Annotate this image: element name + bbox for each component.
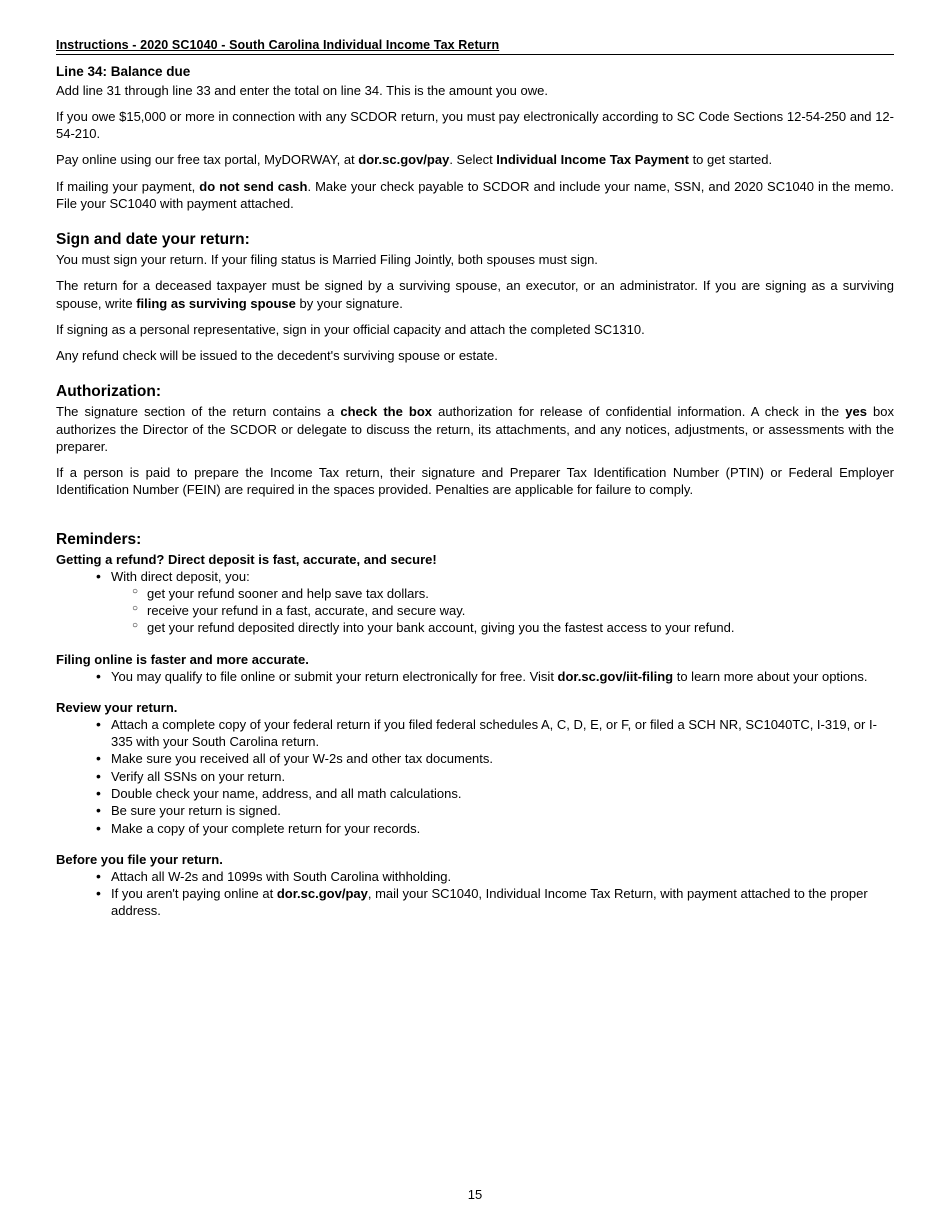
authorization-paragraph-1 [56, 403, 894, 454]
line34-p3-text-e: to get started. [688, 152, 773, 168]
auth-p1-text-a: The signature section of the return contains a [56, 404, 341, 420]
list-item: • Attach all W-2s and 1099s with South Carolina withholding. [94, 868, 894, 885]
list-item: • Make a copy of your complete return for your records. [94, 820, 894, 837]
link-dor-sc-gov-iit-filing[interactable]: dor.sc.gov/iit-filing [557, 668, 674, 684]
spacer-before-file [56, 837, 894, 850]
refund-bullet-list [56, 568, 894, 585]
line34-p4-text-c: . Make your check payable to SCDOR and include your name, SSN, and 2020 SC1040 in the memo. File your SC1040 with payment attached. [56, 178, 895, 211]
auth-p1-text-c: authorization for release of confidential information. A check in the [432, 404, 846, 420]
line34-p3-text-a: Pay online using our free tax portal, MyDORWAY, at [56, 152, 359, 168]
line34-paragraph-1: Add line 31 through line 33 and enter the total on line 34. This is the amount you owe. [56, 82, 548, 98]
reminders-filing-online-block [56, 652, 894, 685]
reminders-before-file-block [56, 852, 894, 920]
list-item: • Be sure your return is signed. [94, 802, 894, 819]
list-item: ○ get your refund sooner and help save tax dollars. [130, 585, 894, 602]
list-item [94, 885, 894, 920]
filing-online-text-a: You may qualify to file online or submit your return electronically for free. Visit [111, 668, 558, 684]
before-file-text-a: If you aren't paying online at [111, 886, 277, 902]
before-file-subheading: Before you file your return. [56, 851, 223, 867]
list-item: ○ get your refund deposited directly into your bank account, giving you the fastest access to your refund. [130, 619, 894, 636]
spacer-before-reminders [56, 507, 894, 524]
spacer-filing-online [56, 637, 894, 650]
sign-paragraph-1: You must sign your return. If your filing status is Married Filing Jointly, both spouses must sign. [56, 252, 598, 268]
sign-and-date-heading: Sign and date your return: [56, 230, 250, 248]
line34-paragraph-4 [56, 178, 894, 212]
refund-sub-bullet-list [56, 585, 894, 637]
authorization-heading: Authorization: [56, 382, 162, 400]
review-subheading: Review your return. [56, 699, 178, 715]
sign-p2-text-a: The return for a deceased taxpayer must be signed by a surviving spouse, an executor, or an administrator. If you are signing as a surviving spouse, write [56, 278, 894, 311]
spacer-review [56, 685, 894, 698]
review-bullet-list [56, 716, 894, 837]
yes-emphasis: yes [845, 404, 867, 420]
do-not-send-cash-emphasis: do not send cash [199, 178, 308, 194]
link-dor-sc-gov-pay[interactable]: dor.sc.gov/pay [358, 152, 450, 168]
page-number: 15 [467, 1187, 483, 1202]
sign-paragraph-3: If signing as a personal representative, sign in your official capacity and attach the completed SC1310. [56, 321, 645, 337]
line34-paragraph-3 [56, 151, 894, 168]
line34-p4-text-a: If mailing your payment, [56, 178, 200, 194]
filing-online-subheading: Filing online is faster and more accurate. [56, 651, 309, 667]
sign-p2-text-c: by your signature. [295, 295, 403, 311]
line34-p3-text-c: . Select [449, 152, 497, 168]
list-item: • Verify all SSNs on your return. [94, 768, 894, 785]
reminders-review-block [56, 700, 894, 837]
before-file-text-c: , mail your SC1040, Individual Income Tax Return, with payment attached to the proper address. [111, 886, 868, 919]
sign-paragraph-2 [56, 277, 894, 311]
individual-income-tax-payment-label: Individual Income Tax Payment [496, 152, 689, 168]
list-item: • Attach a complete copy of your federal return if you filed federal schedules A, C, D, E, or F, or filed a SCH NR, SC1040TC, I-319, or I-335 with your South Carolina return. [94, 716, 894, 751]
list-item: • Make sure you received all of your W-2s and other tax documents. [94, 750, 894, 767]
check-the-box-emphasis: check the box [340, 404, 433, 420]
before-file-bullet-list [56, 868, 894, 920]
list-item: • With direct deposit, you: [94, 568, 894, 585]
authorization-paragraph-2: If a person is paid to prepare the Income Tax return, their signature and Preparer Tax Identification Number (PTIN) or Federal Employer Identification Number (FEIN) are required in the spaces provided. Penalties are applicable for failure to comply. [56, 464, 894, 497]
list-item: • Double check your name, address, and all math calculations. [94, 785, 894, 802]
line34-heading: Line 34: Balance due [56, 64, 191, 79]
reminders-refund-block [56, 552, 894, 637]
link-dor-sc-gov-pay-2[interactable]: dor.sc.gov/pay [276, 886, 368, 902]
list-item [94, 668, 894, 685]
refund-subheading: Getting a refund? Direct deposit is fast, accurate, and secure! [56, 551, 437, 567]
filing-online-bullet-list [56, 668, 894, 685]
line34-paragraph-2: If you owe $15,000 or more in connection with any SCDOR return, you must pay electronically according to SC Code Sections 12-54-250 and 12-54-210. [56, 109, 894, 142]
header-divider [56, 54, 894, 55]
document-header-title: Instructions - 2020 SC1040 - South Carolina Individual Income Tax Return [56, 38, 500, 52]
reminders-heading: Reminders: [56, 531, 142, 549]
sign-paragraph-4: Any refund check will be issued to the decedent's surviving spouse or estate. [56, 347, 498, 363]
auth-p1-text-e: box authorizes the Director of the SCDOR or delegate to discuss the return, its attachments, and any notices, adjustments, or assessments with the preparer. [56, 404, 894, 454]
filing-online-text-c: to learn more about your options. [673, 668, 868, 684]
filing-as-surviving-spouse-emphasis: filing as surviving spouse [136, 295, 296, 311]
list-item: ○ receive your refund in a fast, accurate, and secure way. [130, 602, 894, 619]
